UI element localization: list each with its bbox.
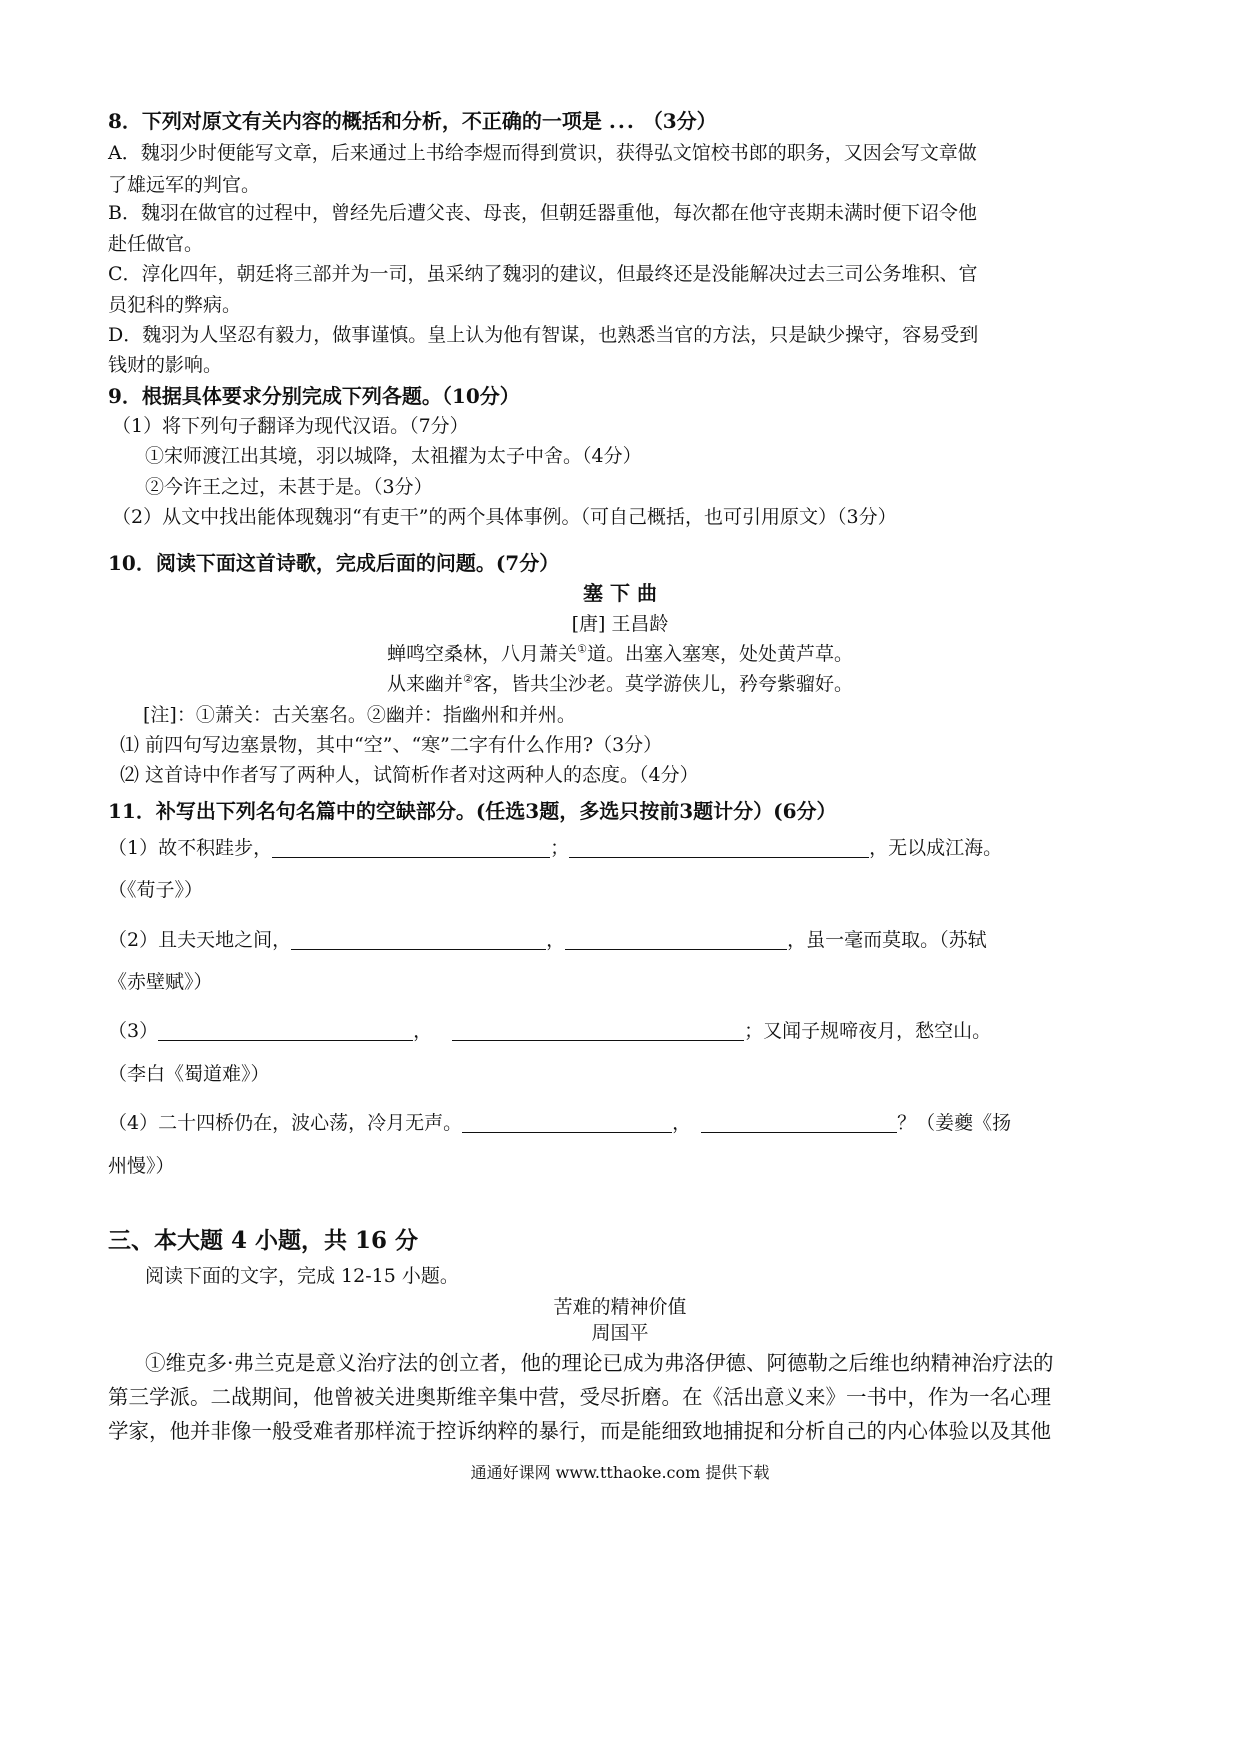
- q11-item3-prefix: （3）: [108, 1020, 159, 1042]
- poem-line2-part-b: 客，皆共尘沙老。莫学游侠儿，矜夸紫骝好。: [472, 673, 853, 695]
- q9-sentence2: ②今许王之过，未甚于是。（3分）: [145, 476, 433, 498]
- answer-blank-1b[interactable]: [569, 835, 869, 858]
- q8-option-a-line2: 了雄远军的判官。: [108, 174, 261, 196]
- q11-item4-sep: ，: [672, 1112, 692, 1134]
- q11-item1-sep: ；: [550, 837, 570, 859]
- q10-title: 10．阅读下面这首诗歌，完成后面的问题。(7分）: [108, 551, 560, 575]
- article-author: 周国平: [591, 1322, 649, 1344]
- q11-item2-prefix: （2）且夫天地之间，: [108, 929, 292, 951]
- q11-item3-suffix: ；又闻子规啼夜月，愁空山。: [744, 1020, 992, 1042]
- q11-item3: [108, 1016, 991, 1046]
- q8-option-b-line1: B．魏羽在做官的过程中，曾经先后遭父丧、母丧，但朝廷器重他，每次都在他守丧期未满时便下诏令他: [108, 202, 977, 224]
- q9-part1: （1）将下列句子翻译为现代汉语。（7分）: [112, 415, 469, 437]
- q11-item4-prefix: （4）二十四桥仍在，波心荡，冷月无声。: [108, 1112, 463, 1134]
- answer-blank-4b[interactable]: [701, 1110, 897, 1133]
- poem-line2-part-a: 从来幽并: [387, 673, 464, 695]
- q8-option-b-line2: 赴任做官。: [108, 233, 204, 255]
- answer-blank-4a[interactable]: [462, 1110, 672, 1133]
- q9-sentence1: ①宋师渡江出其境，羽以城降，太祖擢为太子中舍。（4分）: [145, 445, 642, 467]
- poem-note: [注]：①萧关：古关塞名。②幽并：指幽州和并州。: [143, 704, 576, 726]
- q8-score: （3分）: [642, 109, 717, 133]
- page-footer: 通通好课网 www.tthaoke.com 提供下载: [470, 1463, 770, 1482]
- poem-line1-part-b: 道。出塞入塞寒，处处黄芦草。: [586, 643, 853, 665]
- answer-blank-2a[interactable]: [291, 927, 546, 950]
- answer-blank-1a[interactable]: [272, 835, 550, 858]
- poem-author: [唐] 王昌龄: [571, 613, 669, 635]
- answer-blank-3b[interactable]: [452, 1018, 744, 1041]
- q8-title: [108, 106, 717, 136]
- q11-item1-suffix: ，无以成江海。: [869, 837, 1003, 859]
- q9-title: 9．根据具体要求分别完成下列各题。（10分）: [108, 384, 520, 408]
- answer-blank-2b[interactable]: [565, 927, 787, 950]
- article-paragraph-line1: ①维克多·弗兰克是意义治疗法的创立者，他的理论已成为弗洛伊德、阿德勒之后维也纳精神治疗法的: [145, 1351, 1054, 1375]
- article-paragraph-line3: 学家，他并非像一般受难者那样流于控诉纳粹的暴行，而是能细致地捕捉和分析自己的内心体验以及其他: [108, 1419, 1051, 1443]
- q8-option-c-line2: 员犯科的弊病。: [108, 294, 242, 316]
- poem-line1-part-a: 蝉鸣空桑林，八月萧关: [387, 643, 578, 665]
- article-title: 苦难的精神价值: [553, 1296, 687, 1318]
- q10-subquestion2: ⑵ 这首诗中作者写了两种人，试简析作者对这两种人的态度。（4分）: [120, 764, 699, 786]
- q8-option-a-line1: A．魏羽少时便能写文章，后来通过上书给李煜而得到赏识，获得弘文馆校书郎的职务，又因会写文章做: [108, 142, 977, 164]
- q8-emphasis-dots: ...: [608, 109, 636, 133]
- poem-line2: [0, 669, 1240, 699]
- q10-subquestion1: ⑴ 前四句写边塞景物，其中“空”、“寒”二字有什么作用?（3分）: [120, 734, 663, 756]
- q11-item2-sep: ，: [546, 929, 566, 951]
- q11-item4: [108, 1108, 1011, 1138]
- q11-item2: [108, 925, 987, 955]
- poem-title: 塞 下 曲: [583, 581, 657, 605]
- q11-item1-prefix: （1）故不积跬步，: [108, 837, 273, 859]
- q11-item2-suffix: ，虽一毫而莫取。（苏轼: [787, 929, 987, 951]
- footnote-marker-2: ②: [463, 672, 473, 686]
- q11-item4-suffix: ？（姜夔《扬: [897, 1112, 1012, 1134]
- q8-option-d-line1: D．魏羽为人坚忍有毅力，做事谨慎。皇上认为他有智谋，也熟悉当官的方法，只是缺少操守，容易受到: [108, 324, 979, 346]
- section3-intro: 阅读下面的文字，完成 12-15 小题。: [145, 1265, 459, 1287]
- answer-blank-3a[interactable]: [158, 1018, 413, 1041]
- poem-line1: [0, 639, 1240, 669]
- section3-heading: 三、本大题 4 小题，共 16 分: [108, 1227, 419, 1254]
- q8-option-c-line1: C．淳化四年，朝廷将三部并为一司，虽采纳了魏羽的建议，但最终还是没能解决过去三司公务堆积、官: [108, 263, 978, 285]
- footnote-marker-1: ①: [577, 642, 587, 656]
- q11-item4-source: 州慢》）: [108, 1155, 175, 1177]
- q11-item2-source: 《赤壁赋》）: [108, 971, 213, 993]
- q11-title: 11．补写出下列名句名篇中的空缺部分。(任选3题，多选只按前3题计分）(6分）: [108, 799, 837, 823]
- q8-option-d-line2: 钱财的影响。: [108, 354, 223, 376]
- q11-item3-source: （李白《蜀道难》）: [108, 1063, 270, 1085]
- q11-item3-sep: ，: [413, 1020, 433, 1042]
- q11-item1-source: （《荀子》）: [108, 879, 204, 901]
- article-paragraph-line2: 第三学派。二战期间，他曾被关进奥斯维辛集中营，受尽折磨。在《活出意义来》一书中，作为一名心理: [108, 1385, 1051, 1409]
- q9-part2: （2）从文中找出能体现魏羽“有吏干”的两个具体事例。（可自己概括，也可引用原文）（3分）: [112, 506, 897, 528]
- q8-title-text: 8．下列对原文有关内容的概括和分析，不正确的一项是: [108, 109, 602, 133]
- q11-item1: [108, 833, 1002, 863]
